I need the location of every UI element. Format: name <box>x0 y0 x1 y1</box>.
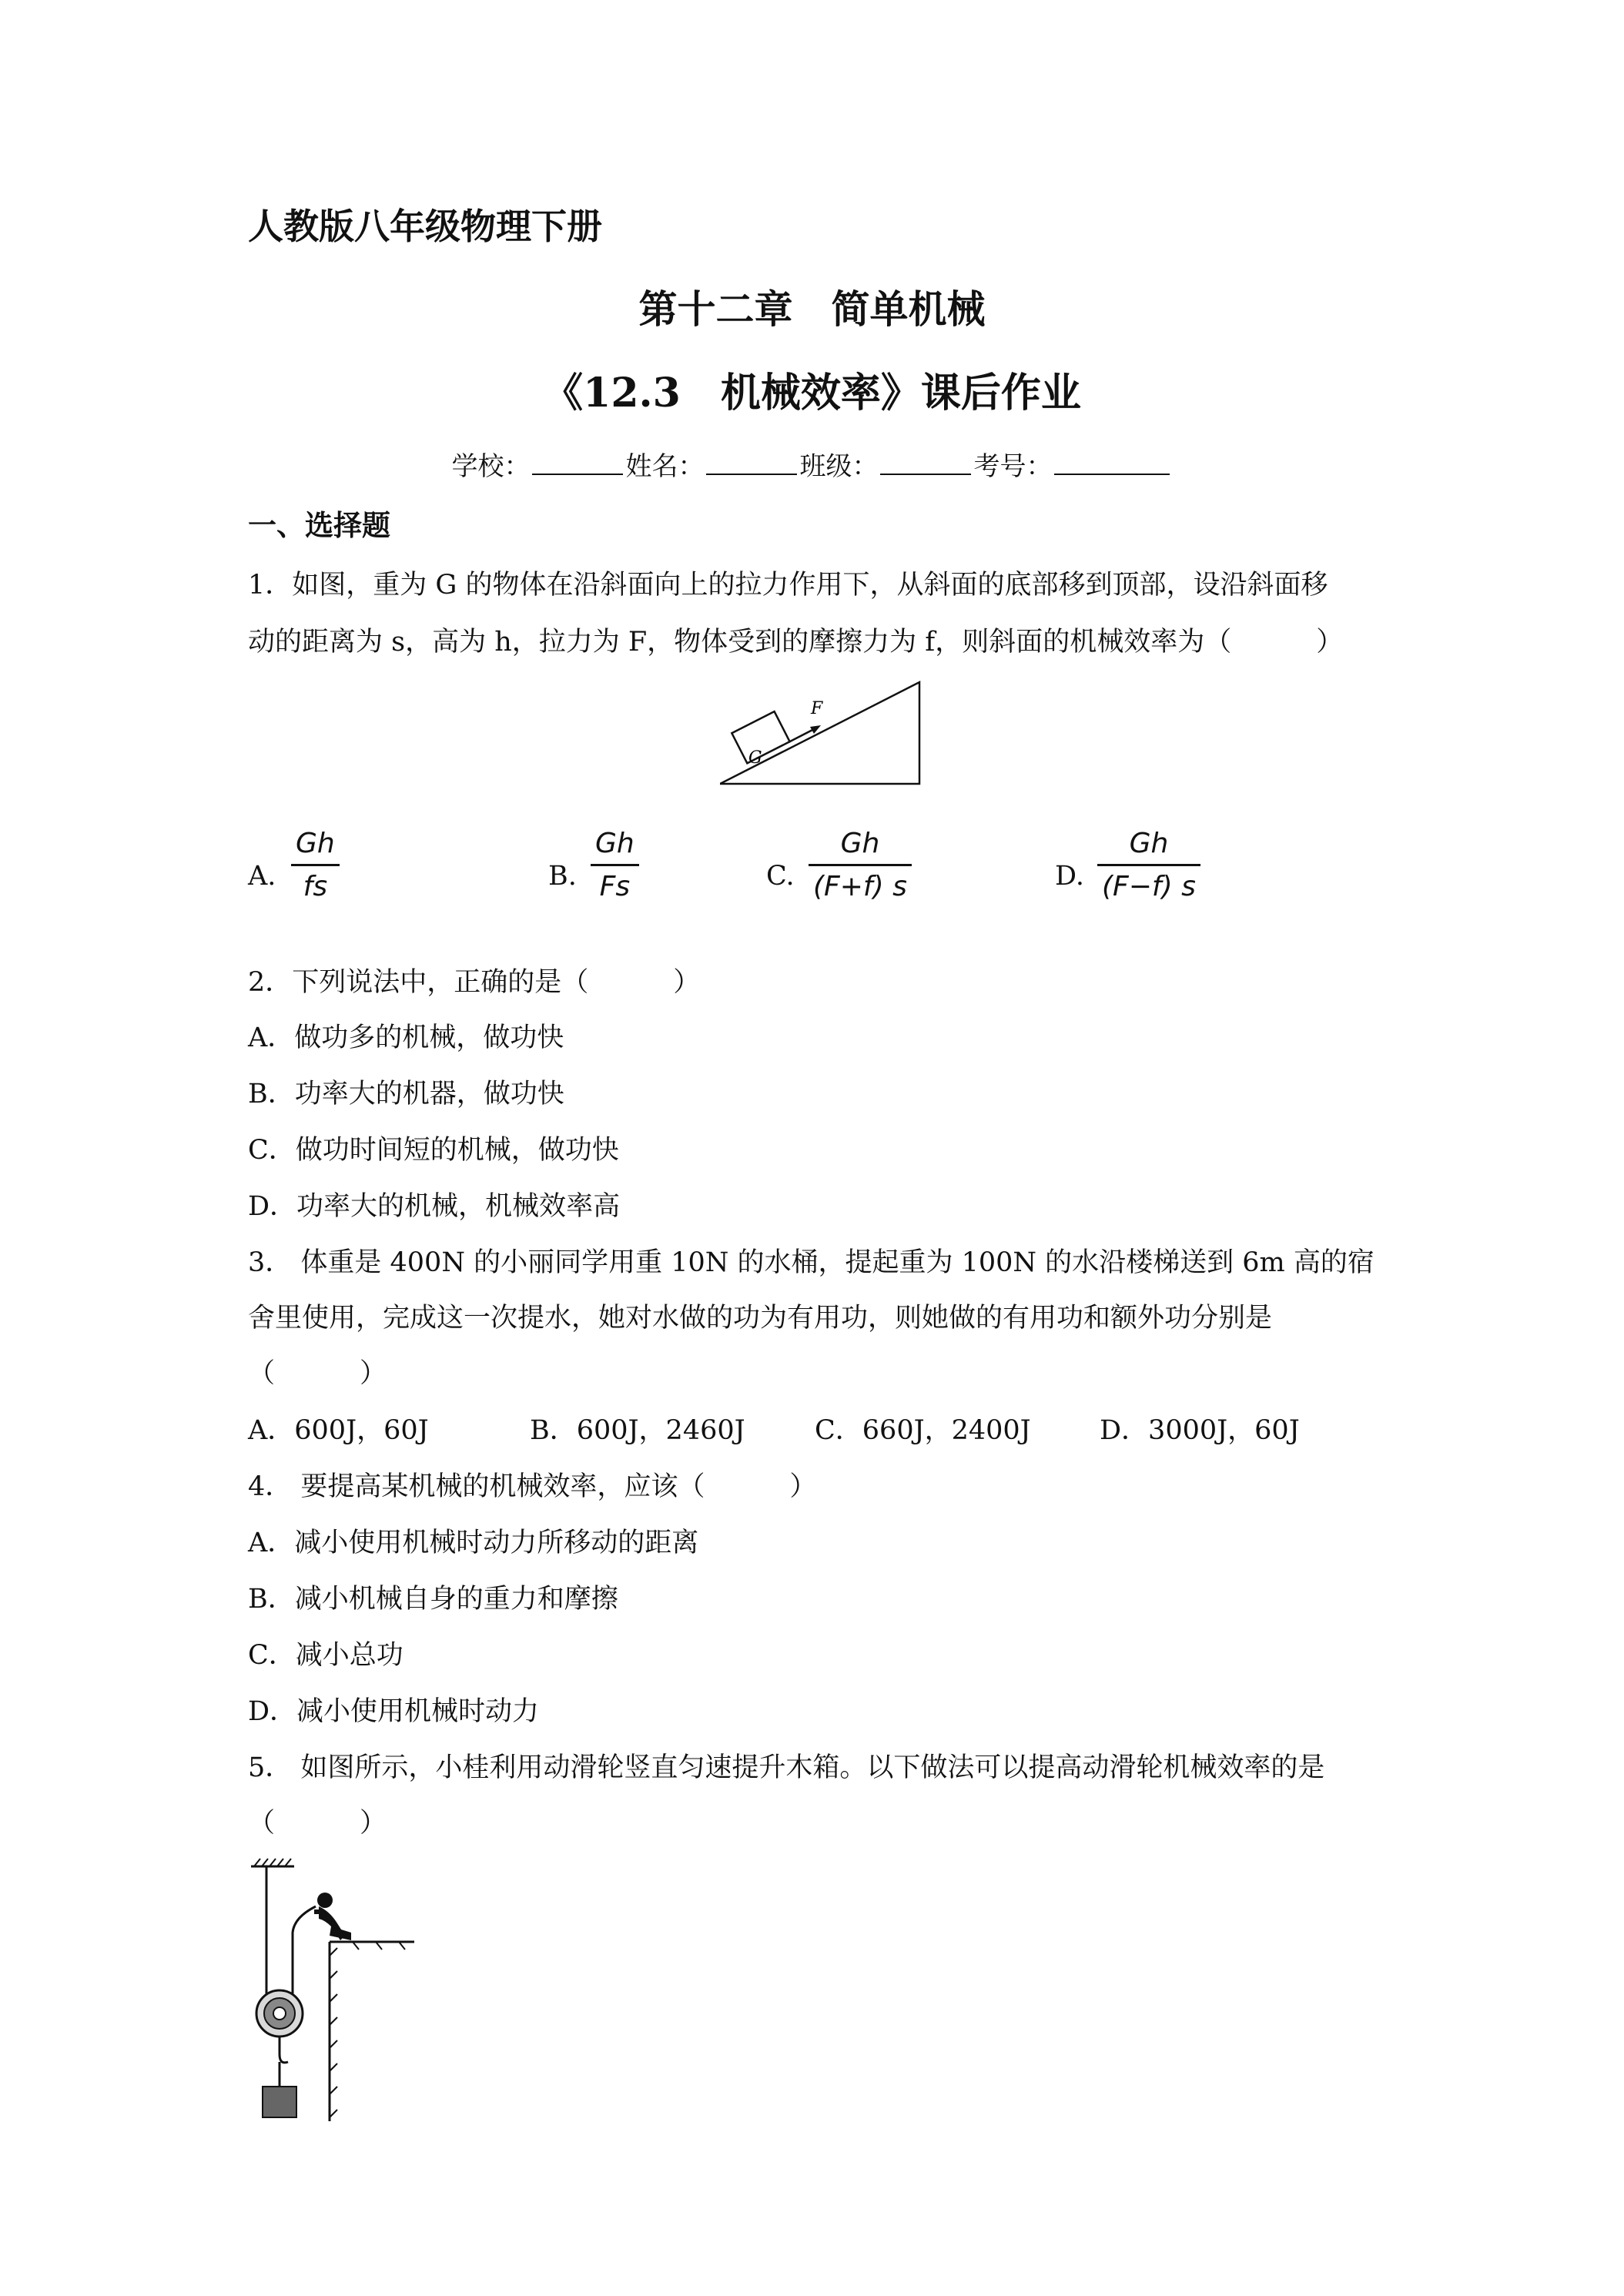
q1-line2 <box>248 621 1343 659</box>
q1-a-denominator: fs <box>303 871 328 902</box>
exam-no-label: 考号： <box>973 451 1053 482</box>
q1-b-denominator: Fs <box>599 871 631 902</box>
q1-option-c[interactable] <box>809 828 912 902</box>
q1-option-d[interactable] <box>1097 828 1200 902</box>
q1-option-b-letter: B. <box>548 861 577 892</box>
q3-open-paren: （ <box>248 1358 276 1389</box>
q4-option-d[interactable]: D．减小使用机械时动力 <box>248 1696 540 1727</box>
q2-option-c[interactable]: C．做功时间短的机械，做功快 <box>248 1135 619 1166</box>
q2-stem-text: 2．下列说法中，正确的是（ <box>248 967 589 998</box>
hook-icon <box>280 2037 288 2063</box>
q3-option-b[interactable]: B．600J，2460J <box>530 1415 745 1446</box>
wooden-box-icon <box>263 2087 296 2117</box>
force-arrow-line <box>789 728 815 742</box>
q2-option-a[interactable]: A．做功多的机械，做功快 <box>248 1022 564 1053</box>
q1-option-b[interactable] <box>591 828 639 902</box>
q4-stem <box>248 1465 816 1504</box>
q3-option-d[interactable]: D．3000J，60J <box>1100 1415 1300 1446</box>
q3-line2: 舍里使用，完成这一次提水，她对水做的功为有用功，则她做的有用功和额外功分别是 <box>248 1303 1273 1334</box>
q1-line2-text: 动的距离为 s，高为 h，拉力为 F，物体受到的摩擦力为 f，则斜面的机械效率为（ <box>248 627 1232 658</box>
force-label: F <box>811 699 823 718</box>
q3-close-paren: ） <box>360 1358 387 1389</box>
q2-close-paren: ） <box>673 967 701 998</box>
q1-a-numerator: Gh <box>296 828 335 859</box>
q1-d-denominator: (F−f) s <box>1102 871 1196 902</box>
incline-diagram <box>720 676 943 799</box>
student-info-line <box>0 445 1624 483</box>
q1-d-numerator: Gh <box>1129 828 1169 859</box>
q3-line1: 3． 体重是 400N 的小丽同学用重 10N 的水桶，提起重为 100N 的水沿楼梯送到 6m 高的宿 <box>248 1247 1375 1278</box>
q1-line1: 1．如图，重为 G 的物体在沿斜面向上的拉力作用下，从斜面的底部移到顶部，设沿斜面移 <box>248 570 1328 601</box>
q1-b-numerator: Gh <box>595 828 635 859</box>
q5-line1: 5． 如图所示，小桂利用动滑轮竖直匀速提升木箱。以下做法可以提高动滑轮机械效率的是 <box>248 1752 1325 1783</box>
q4-option-c[interactable]: C．减小总功 <box>248 1640 403 1671</box>
q5-close-paren: ） <box>360 1808 387 1839</box>
name-field[interactable] <box>706 449 797 475</box>
q4-close-paren: ） <box>789 1471 817 1502</box>
exam-no-field[interactable] <box>1054 449 1170 475</box>
q4-option-a[interactable]: A．减小使用机械时动力所移动的距离 <box>248 1528 699 1558</box>
q3-option-c[interactable]: C．660J，2400J <box>815 1415 1031 1446</box>
q1-close-paren: ） <box>1316 627 1344 658</box>
q2-option-d[interactable]: D．功率大的机械，机械效率高 <box>248 1191 621 1222</box>
class-label: 班级： <box>799 451 879 482</box>
person-icon <box>314 1893 351 1940</box>
q2-stem <box>248 961 700 999</box>
school-label: 学校： <box>451 451 531 482</box>
q1-option-a-letter: A. <box>248 861 276 892</box>
section-title: 一、选择题 <box>248 508 390 542</box>
name-label: 姓名： <box>625 451 705 482</box>
q5-open-paren: （ <box>248 1808 276 1839</box>
q4-option-b[interactable]: B．减小机械自身的重力和摩擦 <box>248 1584 618 1615</box>
q3-line3 <box>248 1352 387 1391</box>
q1-option-a[interactable] <box>291 828 340 902</box>
lesson-title: 《12.3 机械效率》课后作业 <box>543 370 1081 417</box>
q5-line2 <box>248 1802 387 1840</box>
q3-option-a[interactable]: A．600J，60J <box>248 1415 429 1446</box>
q1-c-numerator: Gh <box>840 828 880 859</box>
q1-c-denominator: (F+f) s <box>813 871 907 902</box>
book-title: 人教版八年级物理下册 <box>248 206 602 247</box>
q2-option-b[interactable]: B．功率大的机器，做功快 <box>248 1079 564 1110</box>
weight-label: G <box>748 748 762 768</box>
q4-stem-text: 4． 要提高某机械的机械效率，应该（ <box>248 1471 705 1502</box>
pulley-diagram <box>245 1856 430 2133</box>
wall-hatch <box>330 1942 405 2117</box>
class-field[interactable] <box>880 449 971 475</box>
q1-option-c-letter: C. <box>766 861 795 892</box>
chapter-title: 第十二章 简单机械 <box>638 286 986 332</box>
q1-option-d-letter: D. <box>1055 861 1084 892</box>
school-field[interactable] <box>532 449 623 475</box>
